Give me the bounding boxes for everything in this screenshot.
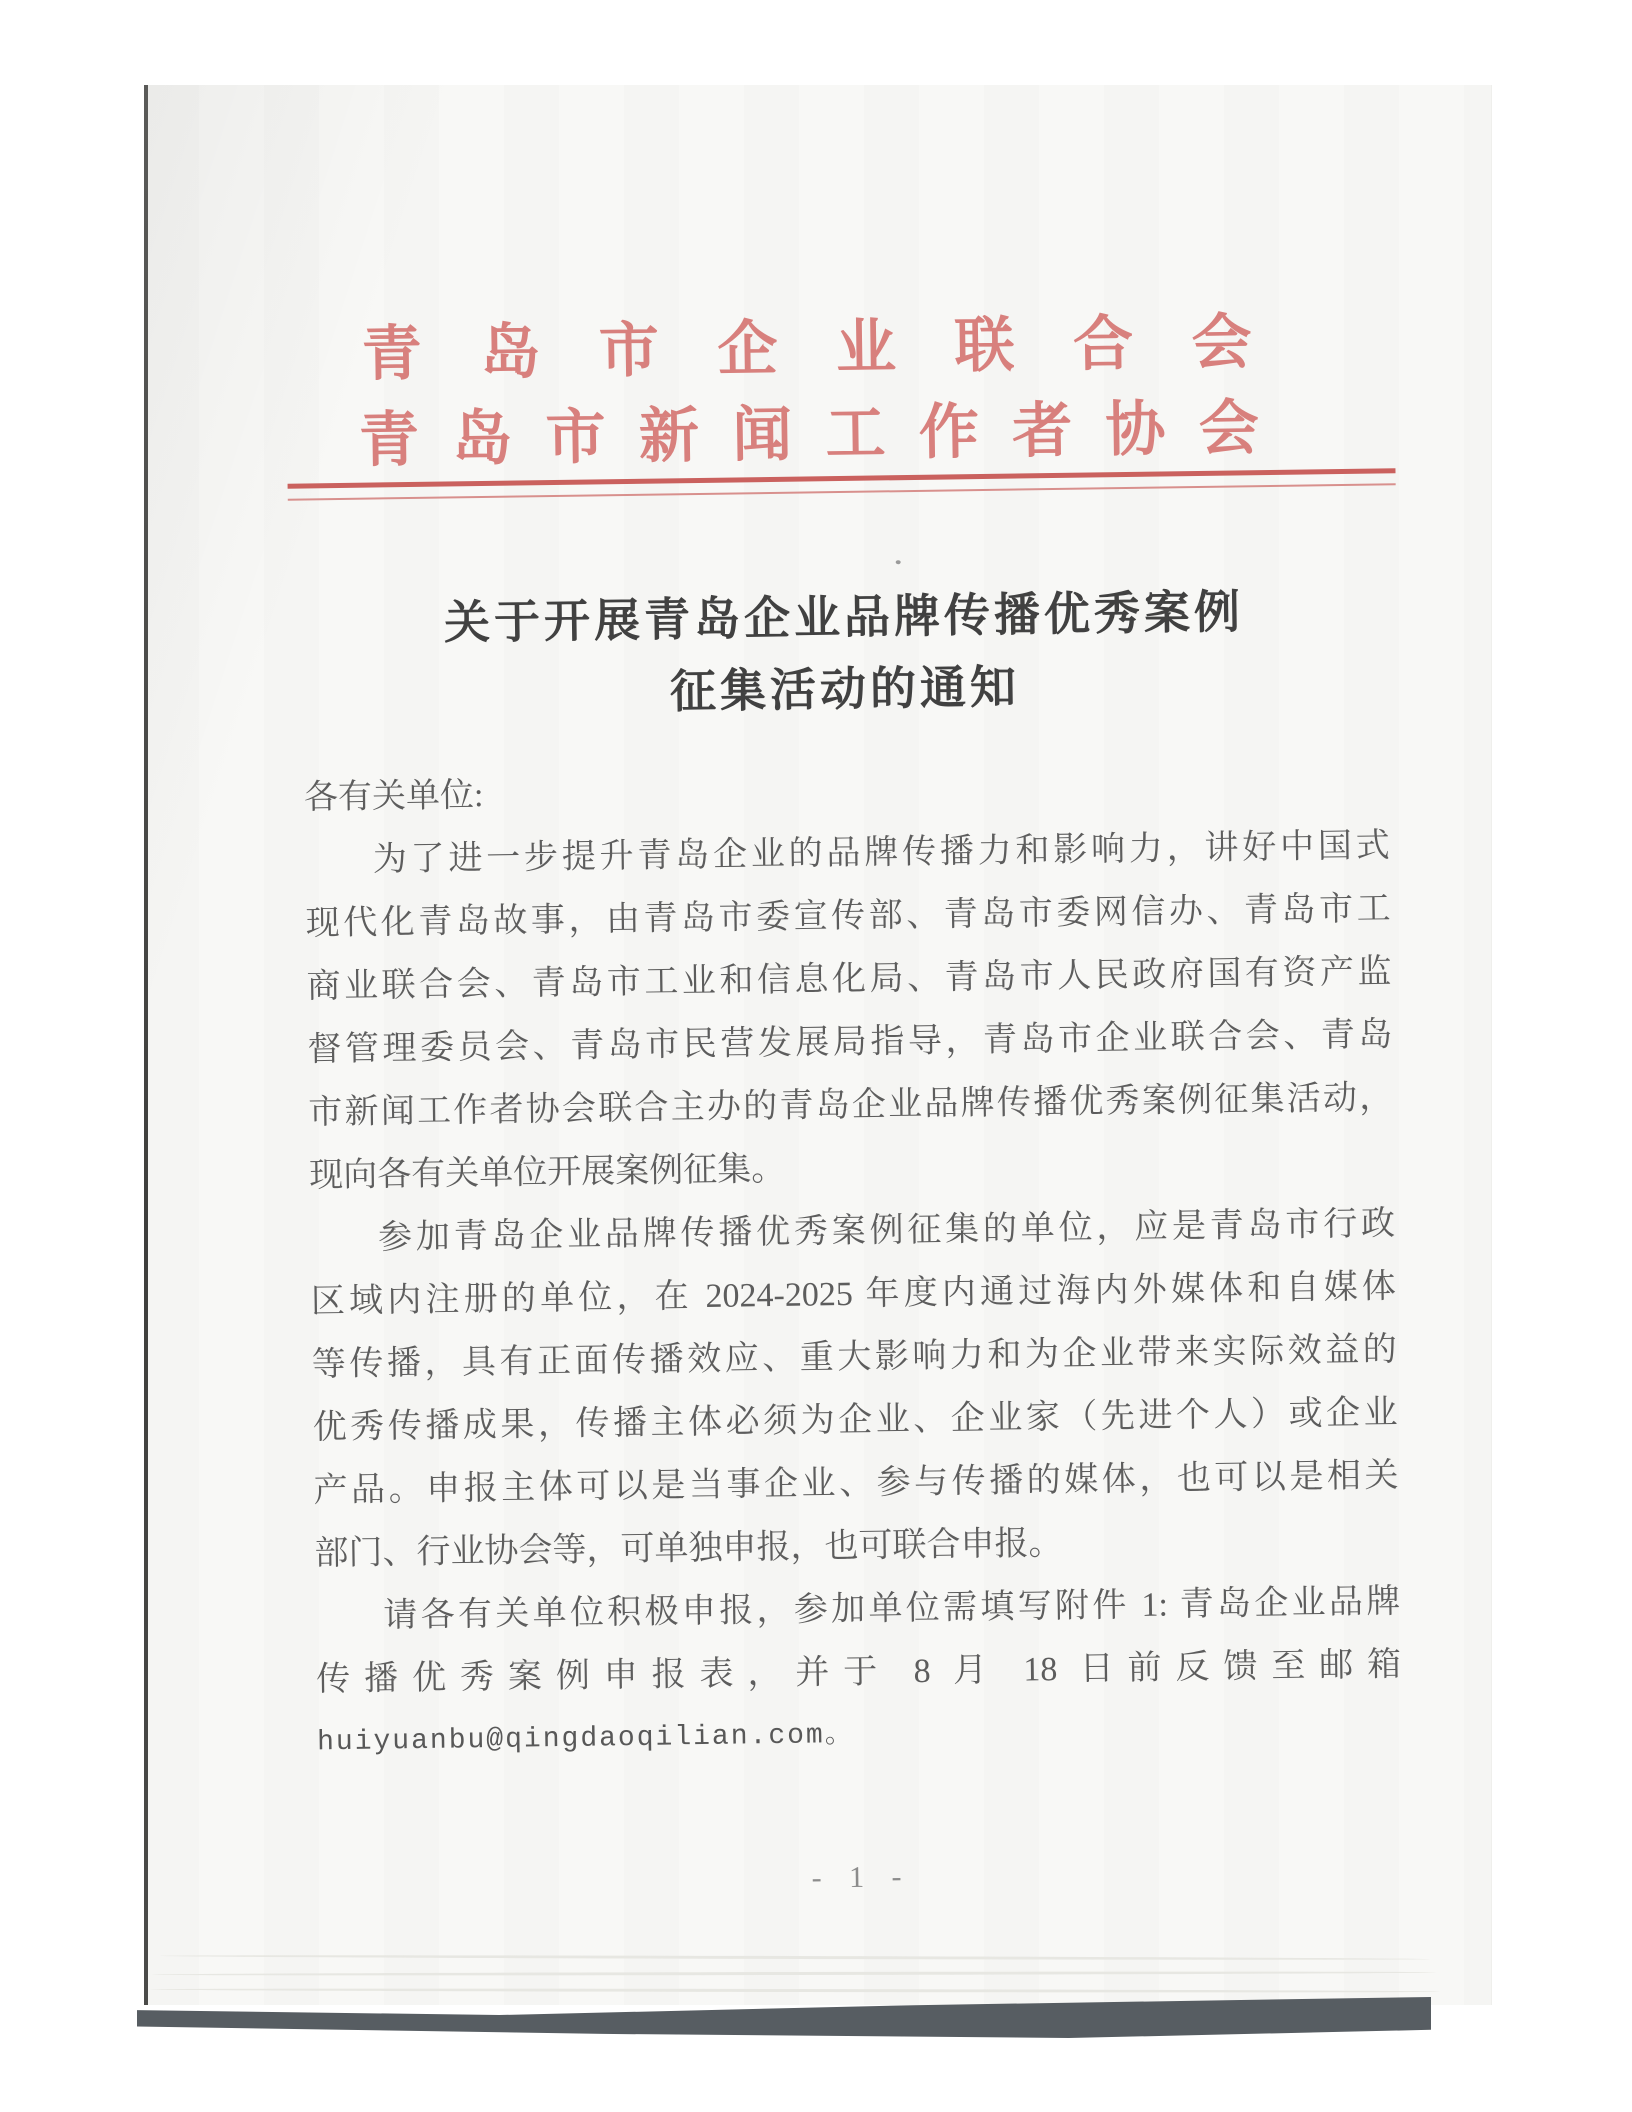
body-line: 部门、行业协会等，可单独申报，也可联合申报。 [314, 1524, 1063, 1573]
letterhead-char: 合 [1072, 309, 1134, 378]
letterhead-char: 联 [954, 311, 1015, 380]
letterhead-char: 新 [638, 401, 700, 470]
org-name-line2 [358, 385, 1259, 484]
letterhead-char: 企 [716, 314, 778, 383]
contact-email: huiyuanbu@qingdaoqilian.com。 [316, 1719, 855, 1759]
document-title-line2: 征集活动的通知 [669, 661, 1021, 718]
document-title-line1: 关于开展青岛企业品牌传播优秀案例 [443, 586, 1245, 649]
page-number: - 1 - [811, 1860, 912, 1895]
letterhead-char: 闻 [731, 400, 793, 469]
letterhead-char: 岛 [451, 404, 513, 473]
body-line: 督管理委员会、青岛市民营发展局指导，青岛市企业联合会、青岛 [307, 1016, 1393, 1069]
letterhead-char: 青 [358, 405, 420, 474]
letterhead [297, 297, 1384, 484]
letterhead-char: 工 [825, 399, 887, 468]
letterhead-char: 协 [1105, 395, 1166, 464]
scan-speck [896, 560, 901, 564]
document-body [304, 751, 1403, 1774]
org-name-line1 [361, 299, 1252, 397]
scanned-page [144, 85, 1492, 2005]
letterhead-char: 者 [1011, 396, 1073, 465]
letterhead-char: 会 [1198, 394, 1260, 462]
body-line: 市新闻工作者协会联合主办的青岛企业品牌传播优秀案例征集活动， [308, 1079, 1394, 1132]
body-line: 请各有关单位积极申报，参加单位需填写附件 1: 青岛企业品牌 [383, 1583, 1401, 1635]
body-line: 优秀传播成果，传播主体必须为企业、企业家（先进个人）或企业 [312, 1394, 1398, 1447]
letterhead-char: 市 [598, 316, 660, 385]
body-line: 为了进一步提升青岛企业的品牌传播力和影响力，讲好中国式 [372, 827, 1390, 879]
body-line: 等传播，具有正面传播效应、重大影响力和为企业带来实际效益的 [311, 1331, 1398, 1384]
body-line: 产品。申报主体可以是当事企业、参与传播的媒体，也可以是相关 [313, 1457, 1399, 1510]
letterhead-char: 作 [918, 398, 980, 466]
letterhead-char: 市 [545, 403, 607, 472]
letterhead-char: 岛 [479, 318, 541, 387]
letterhead-char: 会 [1191, 308, 1253, 377]
body-line: 参加青岛企业品牌传播优秀案例征集的单位，应是青岛市行政 [377, 1205, 1396, 1257]
body-line: 现向各有关单位开展案例征集。 [308, 1150, 786, 1195]
body-line: 传播优秀案例申报表，并于 8 月 18 日前反馈至邮箱 [315, 1646, 1402, 1699]
page-content [130, 76, 1504, 2015]
body-line: 现代化青岛故事，由青岛市委宣传部、青岛市委网信办、青岛市工 [305, 890, 1391, 943]
salutation: 各有关单位: [303, 777, 484, 817]
body-line: 区域内注册的单位，在 2024-2025 年度内通过海内外媒体和自媒体 [310, 1268, 1397, 1321]
letterhead-char: 青 [361, 319, 423, 388]
body-line: 商业联合会、青岛市工业和信息化局、青岛市人民政府国有资产监 [306, 953, 1392, 1006]
letterhead-char: 业 [835, 313, 897, 382]
